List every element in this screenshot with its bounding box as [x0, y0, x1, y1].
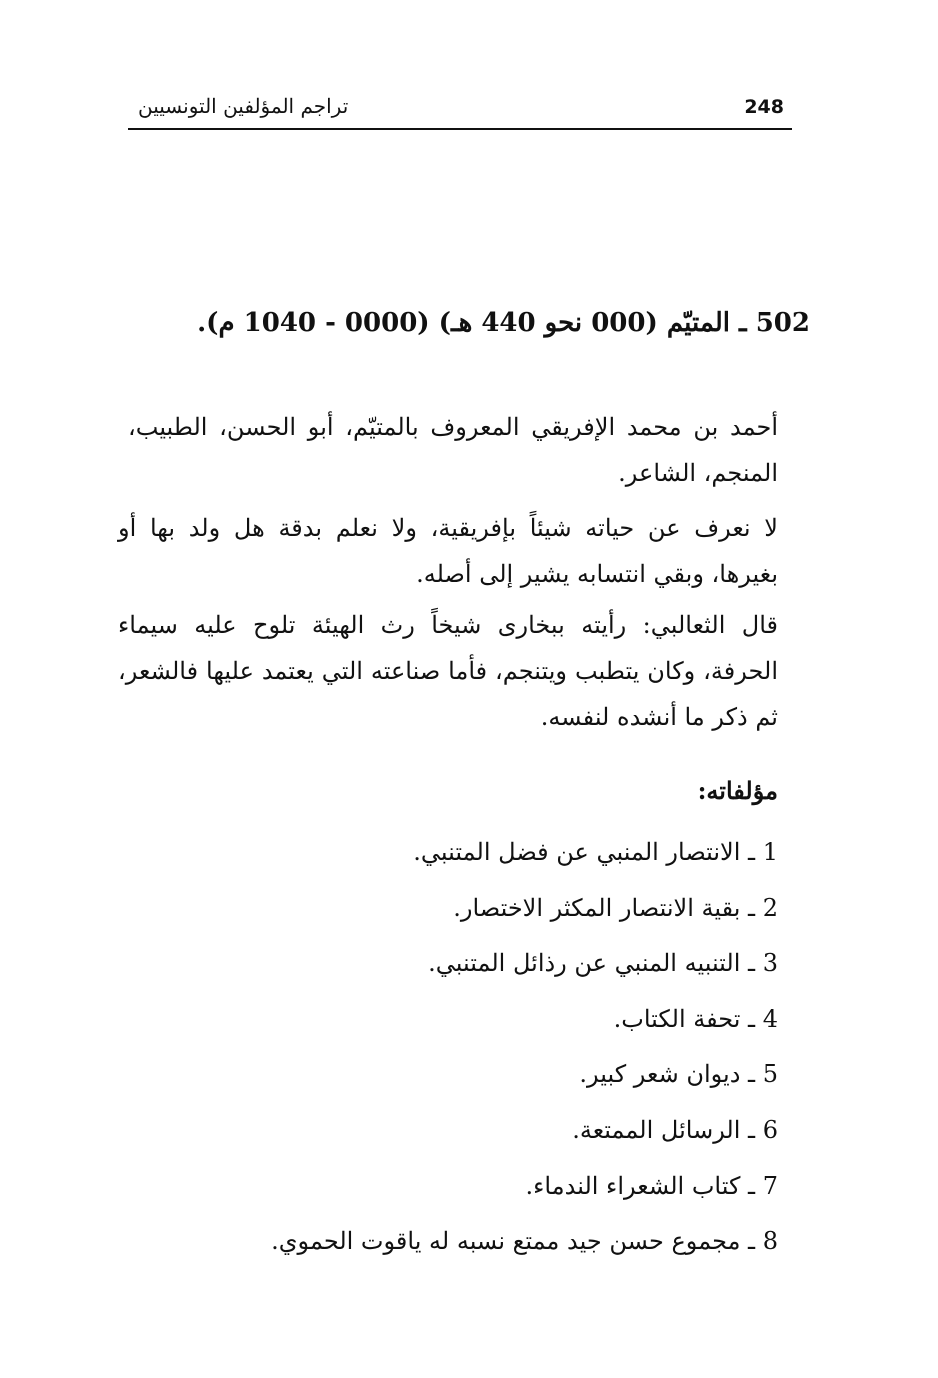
- work-number: 4: [762, 1004, 778, 1033]
- work-number: 1: [762, 838, 778, 866]
- biography-paragraph: أحمد بن محمد الإفريقي المعروف بالمتيّم، أبو الحسن، الطبيب، المنجم، الشاعر.: [128, 413, 778, 487]
- work-title: ـ التنبيه المنبي عن رذائل المتنبي.: [428, 949, 756, 978]
- work-item: [258, 1050, 778, 1106]
- work-item: [258, 884, 778, 940]
- work-item: [258, 1217, 778, 1273]
- work-title: ـ ديوان شعر كبير.: [579, 1060, 756, 1089]
- works-heading: مؤلفاته:: [697, 776, 778, 805]
- biography-paragraph: قال الثعالبي: رأيته ببخارى شيخاً رث الهيئة تلوح عليه سيماء الحرفة، وكان يتطبب ويتنجم، فأما صناعته التي يعتمد عليها فالشعر، ثم ذكر ما أنشده لنفسه.: [118, 611, 778, 731]
- work-number: 7: [762, 1171, 778, 1200]
- work-number: 3: [762, 949, 778, 978]
- entry-title: 502 ـ المتيّم (000 نحو 440 هـ) (0000 - 1040 م).: [197, 308, 810, 338]
- work-title: ـ تحفة الكتاب.: [613, 1004, 756, 1033]
- work-item: [258, 828, 778, 884]
- work-item: [258, 1162, 778, 1218]
- work-item: [258, 939, 778, 995]
- work-item: [258, 995, 778, 1051]
- work-title: ـ مجموع حسن جيد ممتع نسبه له ياقوت الحموي.: [271, 1227, 756, 1256]
- work-number: 5: [762, 1060, 778, 1089]
- work-title: ـ بقية الانتصار المكثر الاختصار.: [453, 893, 756, 922]
- work-number: 8: [762, 1227, 778, 1256]
- work-number: 2: [762, 893, 778, 922]
- work-item: [258, 1106, 778, 1162]
- page-number: 248: [744, 96, 784, 118]
- biography-paragraph: لا نعرف عن حياته شيئاً بإفريقية، ولا نعلم بدقة هل ولد بها أو بغيرها، وبقي انتسابه يشير إلى أصله.: [118, 514, 778, 588]
- work-title: ـ الانتصار المنبي عن فضل المتنبي.: [413, 838, 756, 866]
- works-list: [258, 828, 778, 1273]
- work-title: ـ كتاب الشعراء الندماء.: [525, 1171, 756, 1200]
- work-number: 6: [762, 1115, 778, 1144]
- page-header: [128, 92, 792, 130]
- running-title: تراجم المؤلفين التونسيين: [138, 94, 349, 118]
- work-title: ـ الرسائل الممتعة.: [572, 1115, 756, 1144]
